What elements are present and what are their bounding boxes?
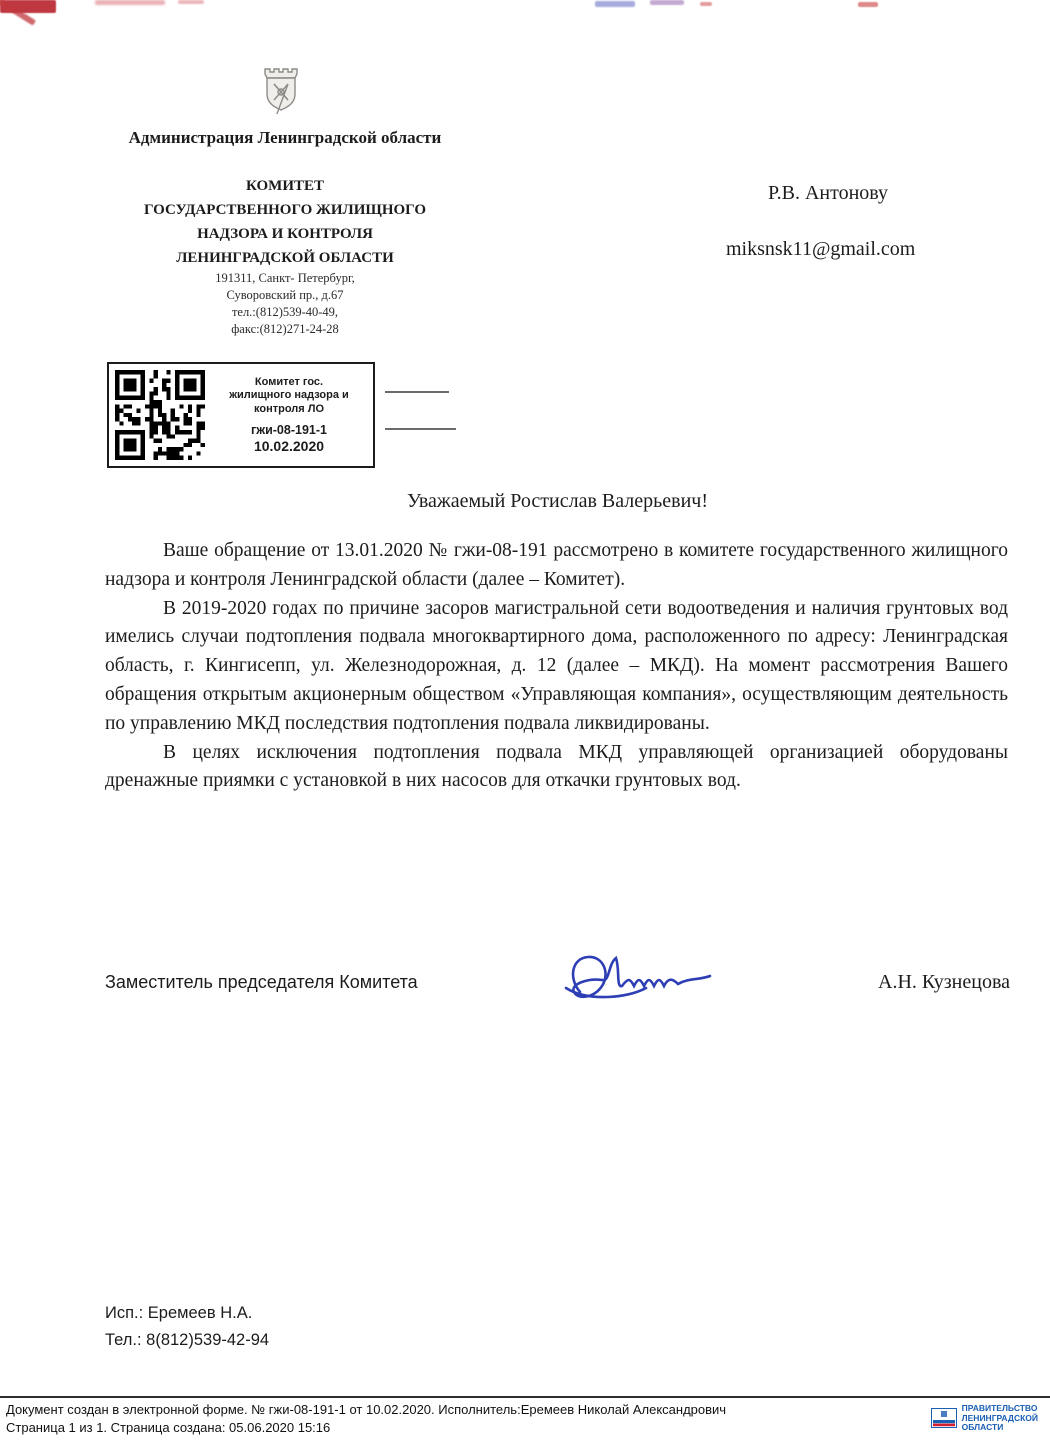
committee-name-block [85,174,485,270]
executor-block [105,1300,269,1354]
salutation: Уважаемый Ростислав Валерьевич! [406,490,709,512]
committee-address-block [85,270,485,338]
scan-artifact [858,2,878,7]
government-logo-icon [931,1408,957,1428]
paragraph: Ваше обращение от 13.01.2020 № гжи-08-191 рассмотрено в комитете государственного жилищного надзора и контроля Ленинградской области (далее – Комитет). [105,540,1008,590]
scan-artifact [95,0,165,5]
government-logo-line: ЛЕНИНГРАДСКОЙ [961,1412,1038,1423]
signature-row [105,948,1010,1017]
address-line: 191311, Санкт- Петербург, [215,271,355,285]
paragraph: В целях исключения подтопления подвала МКД управляющей организацией оборудованы дренажные приямки с установкой в них насосов для откачки грунтовых вод. [105,741,1008,792]
qr-code-icon [115,370,205,460]
scan-artifact [595,1,635,7]
footer-line-1: Документ создан в электронной форме. № гжи-08-191-1 от 10.02.2020. Исполнитель:Еремеев Николай Александрович [6,1402,727,1417]
scan-artifact [650,0,684,5]
administration-title: Администрация Ленинградской области [128,128,442,147]
government-logo [931,1404,1038,1433]
electronic-document-footer [0,1396,1050,1450]
letter-body [105,537,1008,796]
government-logo-text [962,1404,1038,1433]
signer-position: Заместитель председателя Комитета [105,972,418,992]
executor-phone: Тел.: 8(812)539-42-94 [105,1331,270,1349]
signer-name: А.Н. Кузнецова [878,971,1010,993]
address-line: тел.:(812)539-40-49, [231,305,339,319]
executor-name: Исп.: Еремеев Н.А. [105,1304,253,1322]
address-line: факс:(812)271-24-28 [231,322,339,336]
stamp-org-line: жилищного надзора и [229,389,349,402]
committee-line: ЛЕНИНГРАДСКОЙ ОБЛАСТИ [176,250,394,266]
recipient-name: Р.В. Антонову [768,182,889,204]
stamp-document-date: 10.02.2020 [253,438,325,455]
stamp-org-line: контроля ЛО [253,402,324,415]
scan-artifact [700,2,712,6]
stamp-document-number: гжи-08-191-1 [251,423,327,438]
handwritten-signature-icon [558,948,738,1017]
committee-line: ГОСУДАРСТВЕННОГО ЖИЛИЩНОГО [143,202,427,218]
recipient-email: miksnsk11@gmail.com [726,238,916,260]
committee-line: НАДЗОРА И КОНТРОЛЯ [197,226,373,242]
blank-fill-line [385,428,456,430]
footer-line-2: Страница 1 из 1. Страница создана: 05.06.2020 15:16 [6,1419,331,1435]
address-line: Суворовский пр., д.67 [226,288,344,302]
blank-fill-line [385,391,449,393]
government-logo-line: ПРАВИТЕЛЬСТВО [961,1403,1038,1413]
government-logo-line: ОБЛАСТИ [961,1422,1004,1432]
stamp-org-line: Комитет гос. [254,375,324,388]
paragraph: В 2019-2020 годах по причине засоров магистральной сети водоотведения и наличия грунтовых вод имелись случаи подтопления подвала многоквартирного дома, расположенного по адресу: Ленинградская область, г. Кингисепп, ул. Железнодорожная, д. 12 (далее – МКД). На момент рассмотрения Вашего обращения открытым акционерным обществом «Управляющая компания», осуществляющим деятельность по управлению МКД последствия подтопления подвала ликвидированы. [105,597,1008,734]
committee-line: КОМИТЕТ [245,178,324,194]
stamp-text-block [211,376,367,455]
coat-of-arms-icon [258,62,304,119]
registration-stamp [107,362,375,468]
scan-artifact [178,0,204,4]
